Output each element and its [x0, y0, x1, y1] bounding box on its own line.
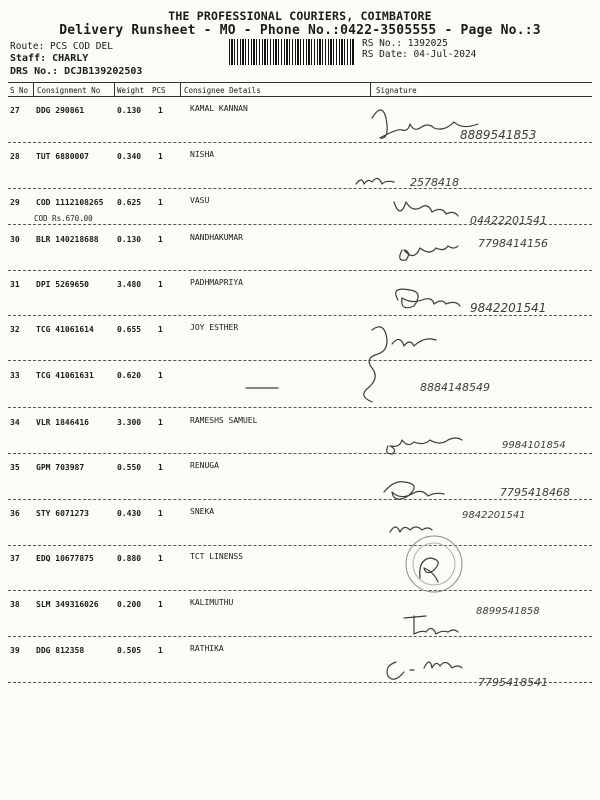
row-weight: 0.130 [117, 106, 142, 115]
row-consignment: STY 6071273 [36, 509, 89, 518]
row-weight: 0.550 [117, 463, 142, 472]
row-sno: 27 [10, 106, 20, 115]
drs-number: DRS No.: DCJB139202503 [10, 66, 143, 77]
row-consignment: VLR 1846416 [36, 418, 89, 427]
row-consignment: DPI 5269650 [36, 280, 89, 289]
row-divider [8, 590, 592, 591]
phone-note: 04422201541 [470, 214, 547, 227]
row-weight: 0.625 [117, 198, 142, 207]
row-pcs: 1 [158, 418, 163, 427]
row-divider [8, 499, 592, 500]
phone-note: 7795418541 [478, 676, 548, 689]
col-header-consignee: Consignee Details [184, 86, 261, 95]
row-sno: 36 [10, 509, 20, 518]
rs-number: RS No.: 1392025 [362, 38, 448, 49]
company-title: THE PROFESSIONAL COURIERS, COIMBATORE [168, 9, 432, 23]
col-header-weight: Weight [117, 86, 145, 95]
row-pcs: 1 [158, 463, 163, 472]
col-divider [180, 82, 181, 96]
cod-amount: COD Rs.670.00 [34, 214, 93, 223]
row-pcs: 1 [158, 646, 163, 655]
row-consignment: TCG 41061614 [36, 325, 94, 334]
row-weight: 0.505 [117, 646, 142, 655]
row-divider [8, 270, 592, 271]
signature-row-30 [400, 246, 458, 260]
row-weight: 0.430 [117, 509, 142, 518]
row-weight: 0.200 [117, 600, 142, 609]
row-divider [8, 636, 592, 637]
row-divider [8, 142, 592, 143]
row-weight: 0.130 [117, 235, 142, 244]
row-sno: 39 [10, 646, 20, 655]
col-header-sno: S No [10, 86, 29, 95]
runsheet-subtitle: Delivery Runsheet - MO - Phone No.:0422-3505555 - Page No.:3 [59, 23, 541, 38]
row-sno: 35 [10, 463, 20, 472]
row-consignee: JOY ESTHER [190, 323, 239, 332]
phone-note: 9842201541 [462, 510, 526, 521]
route-label: Route: PCS COD DEL [10, 41, 113, 52]
row-divider [8, 315, 592, 316]
row-consignee: RAMESHS SAMUEL [190, 416, 258, 425]
row-consignee: NISHA [190, 150, 215, 159]
row-pcs: 1 [158, 280, 163, 289]
row-weight: 0.880 [117, 554, 142, 563]
signature-row-36 [390, 527, 432, 532]
signature-row-35 [384, 482, 444, 499]
row-sno: 32 [10, 325, 20, 334]
row-consignee: NANDHAKUMAR [190, 233, 243, 242]
row-weight: 0.620 [117, 371, 142, 380]
row-consignee: PADHMAPRIYA [190, 278, 243, 287]
row-divider [8, 682, 592, 683]
row-consignment: COD 1112108265 [36, 198, 104, 207]
row-consignee: SNEKA [190, 507, 215, 516]
col-header-consignment: Consignment No [37, 86, 101, 95]
row-sno: 28 [10, 152, 20, 161]
staff-label: Staff: CHARLY [10, 53, 89, 64]
col-divider [370, 82, 371, 96]
row-weight: 3.480 [117, 280, 142, 289]
signature-row-27 [372, 110, 478, 138]
row-consignment: TUT 6880007 [36, 152, 89, 161]
row-divider [8, 453, 592, 454]
signature-row-38 [404, 616, 458, 634]
row-sno: 37 [10, 554, 20, 563]
row-consignment: SLM 349316026 [36, 600, 99, 609]
signature-row-29 [394, 202, 458, 216]
phone-note: 8889541853 [460, 128, 537, 142]
row-consignment: TCG 41061631 [36, 371, 94, 380]
row-sno: 38 [10, 600, 20, 609]
row-consignee: KAMAL KANNAN [190, 104, 248, 113]
signature-row-28 [356, 178, 394, 184]
table-header-rule [8, 96, 592, 97]
row-consignee: KALIMUTHU [190, 598, 234, 607]
row-pcs: 1 [158, 554, 163, 563]
phone-note: 9842201541 [470, 301, 547, 315]
row-consignment: BLR 140218688 [36, 235, 99, 244]
phone-note: 9984101854 [502, 440, 566, 451]
col-divider [114, 82, 115, 96]
row-consignment: EDQ 10677875 [36, 554, 94, 563]
signature-row-32-33 [246, 327, 436, 402]
phone-note: 2578418 [410, 176, 459, 189]
row-consignee: TCT LINENSS [190, 552, 243, 561]
signature-row-39 [387, 662, 462, 679]
row-pcs: 1 [158, 152, 163, 161]
row-consignment: DDG 812358 [36, 646, 85, 655]
row-consignee: RENUGA [190, 461, 219, 470]
row-consignee: VASU [190, 196, 210, 205]
row-divider [8, 407, 592, 408]
row-pcs: 1 [158, 198, 163, 207]
row-pcs: 1 [158, 235, 163, 244]
row-consignment: GPM 703987 [36, 463, 85, 472]
row-weight: 0.340 [117, 152, 142, 161]
rs-date: RS Date: 04-Jul-2024 [362, 49, 477, 60]
row-divider [8, 360, 592, 361]
row-divider [8, 545, 592, 546]
barcode-image [229, 39, 355, 65]
row-weight: 0.655 [117, 325, 142, 334]
row-divider [8, 188, 592, 189]
table-top-rule [8, 82, 592, 83]
phone-note: 7798414156 [478, 237, 548, 250]
row-sno: 29 [10, 198, 20, 207]
row-sno: 33 [10, 371, 20, 380]
row-pcs: 1 [158, 106, 163, 115]
row-consignee: RATHIKA [190, 644, 224, 653]
row-sno: 34 [10, 418, 20, 427]
row-pcs: 1 [158, 600, 163, 609]
row-divider [8, 224, 592, 225]
signature-row-34 [387, 438, 462, 454]
row-sno: 31 [10, 280, 20, 289]
signature-row-31 [396, 289, 460, 308]
row-pcs: 1 [158, 325, 163, 334]
row-pcs: 1 [158, 509, 163, 518]
phone-note: 7795418468 [500, 486, 570, 499]
col-divider [33, 82, 34, 96]
row-consignment: DDG 290861 [36, 106, 85, 115]
col-header-signature: Signature [376, 86, 417, 95]
col-header-pcs: PCS [152, 86, 166, 95]
row-pcs: 1 [158, 371, 163, 380]
phone-note: 8899541858 [476, 606, 540, 617]
phone-note: 8884148549 [420, 381, 490, 394]
row-sno: 30 [10, 235, 20, 244]
row-weight: 3.300 [117, 418, 142, 427]
